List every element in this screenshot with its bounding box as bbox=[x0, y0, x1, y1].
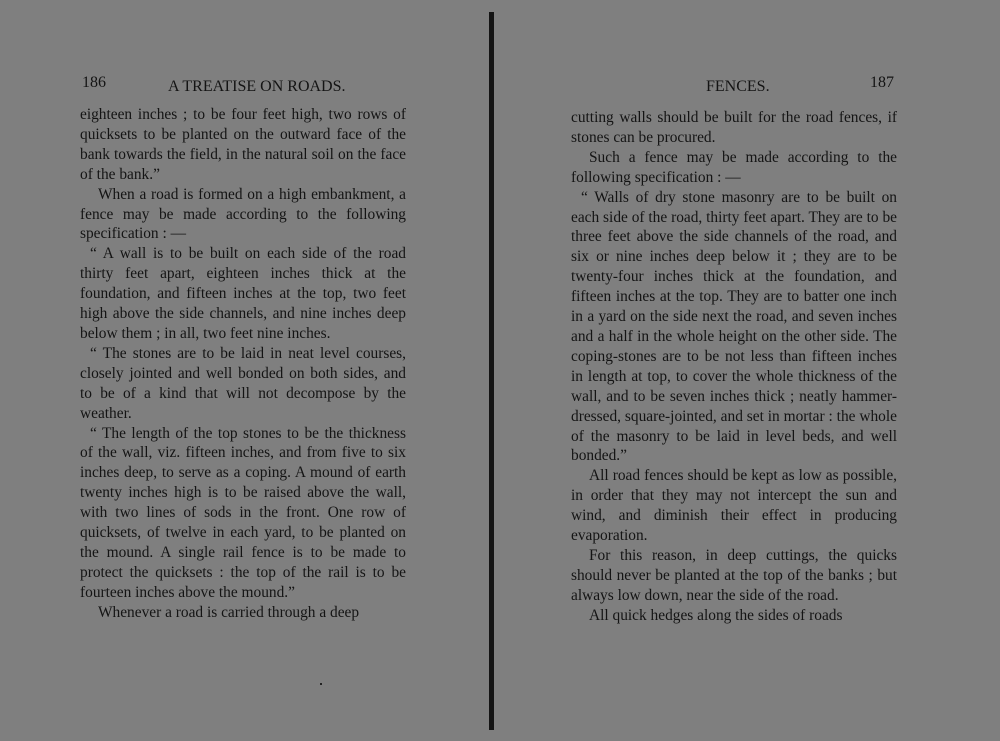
paragraph: Such a fence may be made according to the following specification : — bbox=[571, 148, 897, 186]
paragraph: For this reason, in deep cuttings, the quicks should never be planted at the top of the banks ; but always low down, near the side of the road. bbox=[571, 546, 897, 604]
paragraph: Whenever a road is carried through a deep bbox=[98, 603, 360, 621]
left-page-number: 186 bbox=[82, 74, 106, 91]
paragraph: When a road is formed on a high embankment, a fence may be made according to the following specification : — bbox=[80, 185, 406, 243]
book-gutter bbox=[489, 12, 494, 730]
paragraph: All road fences should be kept as low as possible, in order that they may not intercept the sun and wind, and diminish their effect in producing evaporation. bbox=[571, 467, 897, 545]
right-page-number: 187 bbox=[870, 74, 894, 91]
paragraph: cutting walls should be built for the road fences, if stones can be procured. bbox=[571, 109, 897, 146]
paragraph: All quick hedges along the sides of roads bbox=[589, 606, 843, 624]
ink-speck bbox=[320, 683, 322, 685]
paragraph: “ A wall is to be built on each side of the road thirty feet apart, eighteen inches thick at the foundation, and fifteen inches at the top, two feet high above the side channels, and nine inches deep below them ; in all, two feet nine inches. bbox=[80, 245, 406, 342]
right-running-head: FENCES. bbox=[706, 78, 770, 95]
paragraph: “ Walls of dry stone masonry are to be built on each side of the road, thirty feet apart. They are to be three feet above the side channels of the road, and six or nine inches deep below it ; they are to be twenty-four inches thick at the foundation, and fifteen inches at the top. They are to batter one inch in a yard on the side next the road, and seven inches and a half in the whole height on the other side. The coping-stones are to be not less than fifteen inches in length at top, to cover the whole thickness of the wall, and to be seven inches thick ; neatly hammer-dressed, square-jointed, and set in mortar : the whole of the masonry to be laid in level beds, and well bonded.” bbox=[571, 188, 897, 465]
paragraph: “ The length of the top stones to be the thickness of the wall, viz. fifteen inches, and from five to six inches deep, to serve as a coping. A mound of earth twenty inches high is to be raised above the wall, with two lines of sods in the front. One row of quicksets, of twelve in each yard, to be planted on the mound. A single rail fence is to be made to protect the quicksets : the top of the rail is to be fourteen inches above the mound.” bbox=[80, 424, 406, 601]
left-body-text bbox=[80, 105, 406, 623]
left-page bbox=[0, 0, 490, 741]
right-page bbox=[496, 0, 1000, 741]
paragraph: eighteen inches ; to be four feet high, two rows of quicksets to be planted on the outward face of the bank towards the field, in the natural soil on the face of the bank.” bbox=[80, 106, 406, 183]
left-running-head: A TREATISE ON ROADS. bbox=[168, 78, 346, 95]
paragraph: “ The stones are to be laid in neat level courses, closely jointed and well bonded on both sides, and to be of a kind that will not decompose by the weather. bbox=[80, 344, 406, 422]
right-body-text bbox=[571, 108, 897, 626]
